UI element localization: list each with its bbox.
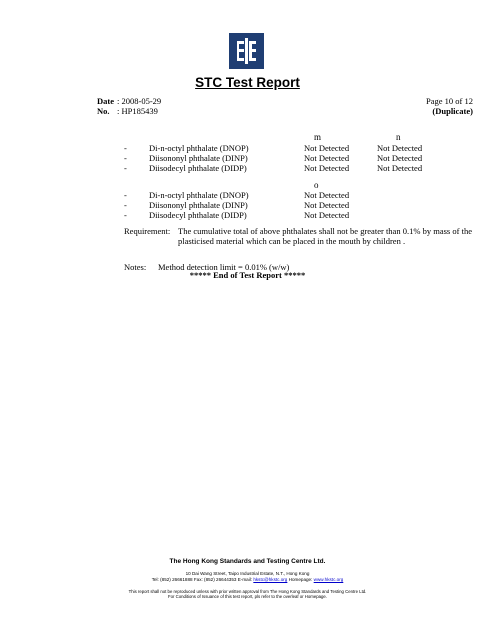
page-number: Page 10 of 12 — [426, 96, 473, 106]
logo-mark-icon — [229, 33, 264, 69]
footer-disclaimer: This report shall not be reproduced unless with prior written approval from The Hong Kong Standards and Testing Centre Ltd. — [128, 589, 367, 594]
footer-contact: Tel: (852) 26661888 Fax: (852) 26644353 E-mail: hkstc@hkstc.org Homepage: www.hkstc.org — [151, 577, 344, 582]
report-title: STC Test Report — [195, 75, 300, 90]
company-logo — [229, 33, 264, 69]
report-no-value: : HP185439 — [117, 106, 158, 116]
duplicate-mark: (Duplicate) — [432, 106, 473, 116]
footer-homepage-link[interactable]: www.hkstc.org — [313, 577, 344, 582]
notes-label: Notes: — [124, 262, 147, 272]
footer-conditions-note: For Conditions of Issuance of this test report, pls refer to the overleaf or Homepage. — [167, 594, 328, 599]
table2-column-o: o — [314, 180, 319, 190]
date-label: Date — [97, 96, 114, 106]
requirement-text: The cumulative total of above phthalates shall not be greater than 0.1% by mass of the plasticised material which can be placed in the mouth by children . — [178, 226, 472, 246]
footer-address: 10 Dai Wang Street, Taipo Industrial Estate, N.T., Hong Kong — [185, 571, 310, 576]
notes-text: Method detection limit = 0.01% (w/w) — [158, 262, 290, 272]
footer-organization: The Hong Kong Standards and Testing Centre Ltd. — [169, 558, 326, 565]
end-of-report: ***** End of Test Report ***** — [189, 270, 306, 280]
report-no-label: No. — [97, 106, 110, 116]
date-value: : 2008-05-29 — [117, 96, 162, 106]
table1-column-n: n — [396, 132, 401, 142]
footer-email-link[interactable]: hkstc@hkstc.org — [253, 577, 288, 582]
table1-column-m: m — [314, 132, 322, 142]
requirement-label: Requirement: — [124, 226, 171, 236]
